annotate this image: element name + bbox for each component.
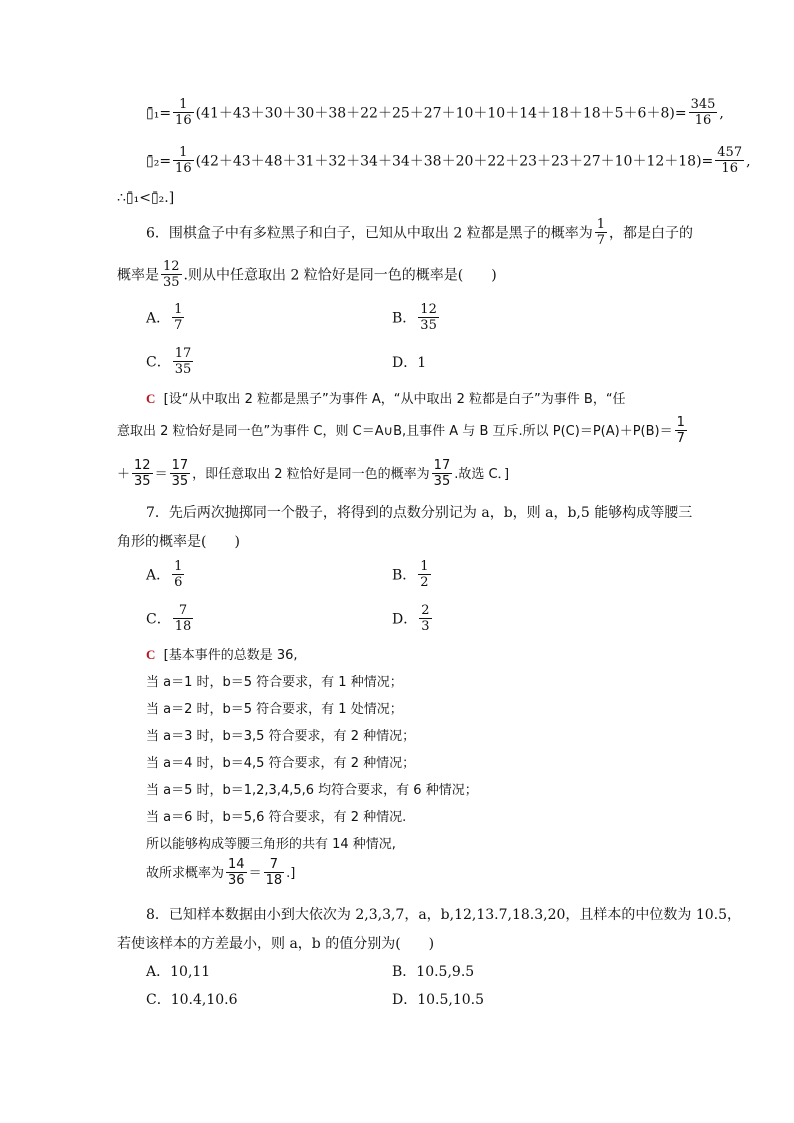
q8-line-2: 若使该样本的方差最小，则 a，b 的值分别为( ) <box>117 936 435 952</box>
q7-solution-line: 当 a＝6 时，b＝5,6 符合要求，有 2 种情况. <box>146 810 407 825</box>
q7-solution-line: 所以能够构成等腰三角形的共有 14 种情况, <box>146 837 396 852</box>
q7-solution-line: 当 a＝1 时，b＝5 符合要求，有 1 种情况； <box>146 675 403 690</box>
answer-letter: C <box>146 391 156 406</box>
q7-solution-line: 当 a＝5 时，b＝1,2,3,4,5,6 均符合要求，有 6 种情况； <box>146 783 478 798</box>
q6-solution-line-2: 意取出 2 粒恰好是同一色”为事件 C，则 C＝A∪B,且事件 A 与 B 互斥.所以 P(C)＝P(A)＋P(B)＝ $\frac{1}{7}$ <box>117 415 685 447</box>
q6-solution-line-1: C [设“从中取出 2 粒都是黑子”为事件 A，“从中取出 2 粒都是白子”为事件 B，“任 <box>146 391 626 407</box>
q8-option-d[interactable]: D．10.5,10.5 <box>392 992 485 1008</box>
mean-symbol-1: ▯̄₁= <box>146 105 172 122</box>
q8-option-b[interactable]: B．10.5,9.5 <box>392 964 475 980</box>
mean-line-1: ▯̄₁= $\frac{1}{16}$ (41＋43＋30＋30＋38＋22＋25＋27＋10＋10＋14＋18＋18＋5＋6＋8)= $\frac{345}{16}$ , <box>146 97 724 129</box>
fraction: $\frac{12}{35}$ <box>163 259 180 291</box>
q7-solution-line: 当 a＝3 时，b＝3,5 符合要求，有 2 种情况； <box>146 729 416 744</box>
q7-option-a[interactable]: A． $\frac{1}{6}$ <box>146 559 183 591</box>
q7-line-2: 角形的概率是( ) <box>117 534 240 550</box>
sum-expression: (41＋43＋30＋30＋38＋22＋25＋27＋10＋10＋14＋18＋18＋5＋6＋8)= <box>195 105 687 122</box>
q7-option-b[interactable]: B． $\frac{1}{2}$ <box>392 559 429 591</box>
sum-expression: (42＋43＋48＋31＋32＋34＋34＋38＋20＋22＋23＋23＋27＋10＋12＋18)= <box>195 153 714 170</box>
q6-option-d[interactable]: D．1 <box>392 355 427 371</box>
q7-solution-line: 当 a＝2 时，b＝5 符合要求，有 1 处情况； <box>146 702 403 717</box>
q7-option-d[interactable]: D． $\frac{2}{3}$ <box>392 603 430 635</box>
q7-solution-line-0: C [基本事件的总数是 36, <box>146 647 298 663</box>
fraction: $\frac{1}{16}$ <box>175 97 192 129</box>
q8-option-c[interactable]: C．10.4,10.6 <box>146 992 238 1008</box>
q6-option-a[interactable]: A． $\frac{1}{7}$ <box>146 302 183 334</box>
fraction: $\frac{1}{7}$ <box>596 217 605 249</box>
mean-symbol-2: ▯̄₂= <box>146 153 172 170</box>
fraction: $\frac{457}{16}$ <box>717 145 743 177</box>
q6-option-c[interactable]: C． $\frac{17}{35}$ <box>146 346 192 378</box>
q6-line-2: 概率是 $\frac{12}{35}$ .则从中任意取出 2 粒恰好是同一色的概率是( ) <box>117 259 497 291</box>
q6-solution-line-3: ＋ $\frac{12}{35}$ ＝ $\frac{17}{35}$ ，即任意取出 2 粒恰好是同一色的概率为 $\frac{17}{35}$ .故选 C．] <box>117 458 510 490</box>
mean-line-2: ▯̄₂= $\frac{1}{16}$ (42＋43＋48＋31＋32＋34＋34＋38＋20＋22＋23＋23＋27＋10＋12＋18)= $\frac{457}{16}$ , <box>146 145 751 177</box>
q7-option-c[interactable]: C． $\frac{7}{18}$ <box>146 603 192 635</box>
answer-letter: C <box>146 647 156 662</box>
q6-option-b[interactable]: B． $\frac{12}{35}$ <box>392 302 437 334</box>
q8-option-a[interactable]: A．10,11 <box>146 964 211 980</box>
fraction: $\frac{1}{16}$ <box>175 145 192 177</box>
conclusion-line: ∴▯̄₁<▯̄₂.] <box>117 190 175 206</box>
q7-line-1: 7．先后两次抛掷同一个骰子，将得到的点数分别记为 a，b，则 a，b,5 能够构成等腰三 <box>146 505 693 521</box>
q6-line-1: 6．围棋盒子中有多粒黑子和白子，已知从中取出 2 粒都是黑子的概率为 $\frac{1}{7}$ ，都是白子的 <box>146 217 693 249</box>
fraction: $\frac{345}{16}$ <box>690 97 716 129</box>
q7-solution-last: 故所求概率为 $\frac{14}{36}$ ＝ $\frac{7}{18}$ .] <box>146 857 296 889</box>
q7-solution-line: 当 a＝4 时，b＝4,5 符合要求，有 2 种情况； <box>146 756 416 771</box>
q8-line-1: 8．已知样本数据由小到大依次为 2,3,3,7，a，b,12,13.7,18.3,20，且样本的中位数为 10.5， <box>146 907 742 923</box>
